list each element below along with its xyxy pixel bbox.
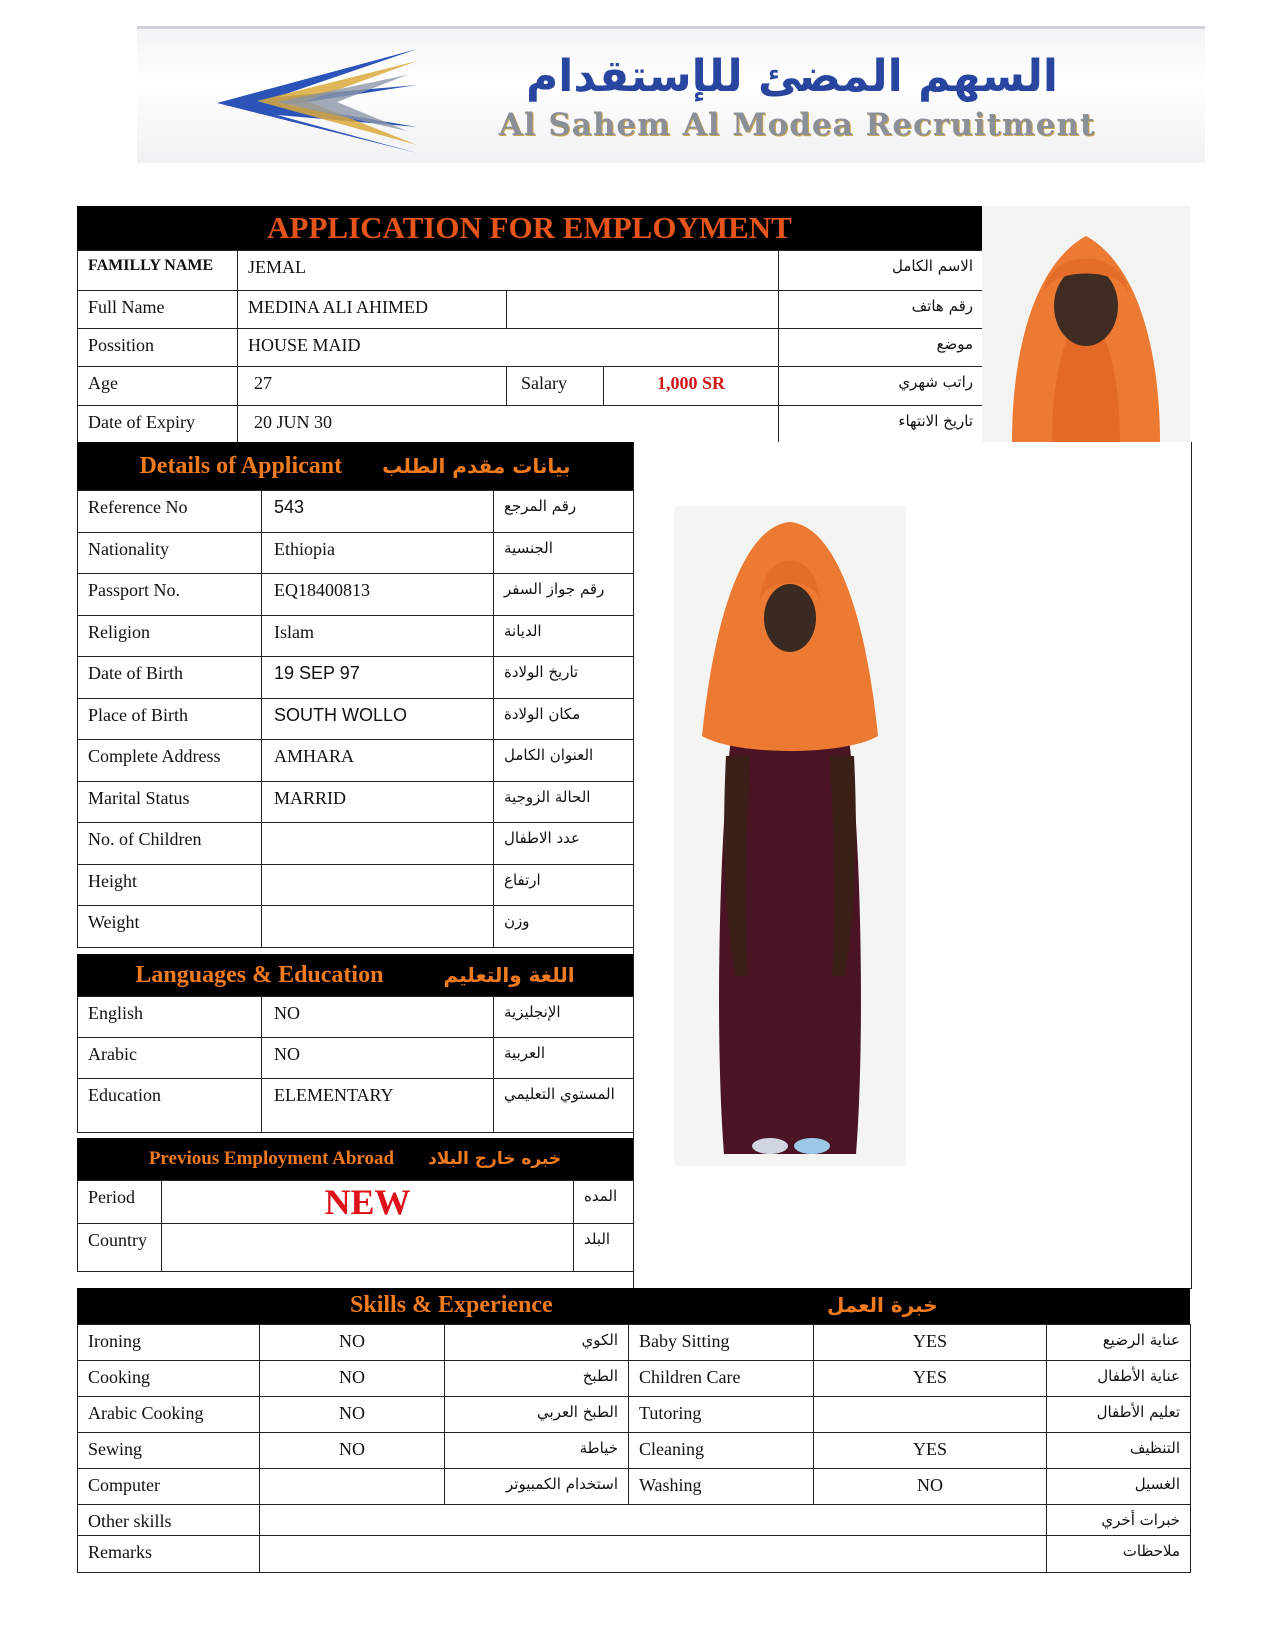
languages-label: English	[78, 997, 262, 1038]
skill-left-label: Sewing	[78, 1433, 260, 1469]
details-row	[78, 782, 634, 823]
family-name-value: JEMAL	[238, 251, 779, 291]
languages-table	[77, 996, 634, 1133]
skills-row	[78, 1325, 1191, 1361]
details-value: Islam	[262, 616, 494, 657]
full-body-photo-frame	[633, 442, 1192, 1289]
details-value: 543	[262, 491, 494, 533]
languages-ar: الإنجليزية	[494, 997, 634, 1038]
languages-value: ELEMENTARY	[262, 1079, 494, 1133]
details-ar: ارتفاع	[494, 865, 634, 906]
skill-right-label: Washing	[629, 1469, 814, 1505]
other-skills-value	[260, 1505, 1047, 1536]
skills-row	[78, 1469, 1191, 1505]
details-label: Height	[78, 865, 262, 906]
skill-right-ar: تعليم الأطفال	[1047, 1397, 1191, 1433]
details-label: Place of Birth	[78, 699, 262, 740]
details-value	[262, 865, 494, 906]
details-label: Weight	[78, 906, 262, 948]
phone-ar: رقم هاتف	[779, 291, 984, 329]
skill-left-value: NO	[260, 1325, 445, 1361]
skill-left-label: Arabic Cooking	[78, 1397, 260, 1433]
details-label: Marital Status	[78, 782, 262, 823]
skill-right-label: Baby Sitting	[629, 1325, 814, 1361]
details-ar: الحالة الزوجية	[494, 782, 634, 823]
position-value: HOUSE MAID	[238, 329, 779, 367]
details-value: MARRID	[262, 782, 494, 823]
details-row	[78, 491, 634, 533]
details-value	[262, 906, 494, 948]
personal-info-table	[77, 250, 984, 444]
details-row	[78, 906, 634, 948]
full-name-label: Full Name	[78, 291, 238, 329]
skill-left-value	[260, 1469, 445, 1505]
skills-heading	[77, 1288, 1190, 1324]
expiry-label: Date of Expiry	[78, 406, 238, 444]
skill-left-label: Ironing	[78, 1325, 260, 1361]
languages-row	[78, 1079, 634, 1133]
details-value: 19 SEP 97	[262, 657, 494, 699]
applicant-full-photo	[674, 506, 906, 1166]
skill-right-label: Tutoring	[629, 1397, 814, 1433]
family-name-ar: الاسم الكامل	[779, 251, 984, 291]
details-value	[262, 823, 494, 865]
skills-table	[77, 1324, 1191, 1573]
details-row	[78, 740, 634, 782]
remarks-label: Remarks	[78, 1536, 260, 1573]
other-skills-ar: خبرات أخري	[1047, 1505, 1191, 1536]
period-label: Period	[78, 1181, 162, 1224]
phone-value	[507, 291, 779, 329]
country-label: Country	[78, 1224, 162, 1272]
details-ar: الجنسية	[494, 533, 634, 574]
remarks-value	[260, 1536, 1047, 1573]
expiry-ar: تاريخ الانتهاء	[779, 406, 984, 444]
details-heading-ar: بيانات مقدم الطلب	[382, 454, 571, 478]
skills-row	[78, 1433, 1191, 1469]
languages-heading	[77, 954, 633, 996]
skill-right-value: YES	[814, 1325, 1047, 1361]
skill-right-label: Cleaning	[629, 1433, 814, 1469]
languages-value: NO	[262, 1038, 494, 1079]
skill-right-value: YES	[814, 1433, 1047, 1469]
languages-value: NO	[262, 997, 494, 1038]
skill-left-label: Cooking	[78, 1361, 260, 1397]
languages-row	[78, 1038, 634, 1079]
skill-right-value: NO	[814, 1469, 1047, 1505]
details-label: No. of Children	[78, 823, 262, 865]
previous-heading-ar: خبره خارج البلاد	[428, 1149, 562, 1169]
skill-left-value: NO	[260, 1397, 445, 1433]
salary-label: Salary	[507, 367, 604, 405]
logo-arabic-text: السهم المضئ للإستقدام	[526, 51, 1058, 102]
details-value: EQ18400813	[262, 574, 494, 616]
details-table	[77, 490, 634, 948]
family-name-label: FAMILLY NAME	[78, 251, 238, 291]
previous-heading-en: Previous Employment Abroad	[148, 1148, 395, 1169]
details-value: AMHARA	[262, 740, 494, 782]
salary-value: 1,000 SR	[656, 373, 725, 393]
skill-right-ar: التنظيف	[1047, 1433, 1191, 1469]
skills-row	[78, 1361, 1191, 1397]
details-ar: وزن	[494, 906, 634, 948]
skill-right-value: YES	[814, 1361, 1047, 1397]
age-label: Age	[78, 367, 238, 406]
period-ar: المده	[574, 1181, 634, 1224]
languages-heading-ar: اللغة والتعليم	[443, 963, 575, 987]
applicant-headshot-photo	[982, 206, 1190, 442]
languages-row	[78, 997, 634, 1038]
skill-left-value: NO	[260, 1361, 445, 1397]
logo-english-text: Al Sahem Al Modea Recruitment	[498, 107, 1096, 143]
details-label: Reference No	[78, 491, 262, 533]
details-label: Complete Address	[78, 740, 262, 782]
details-ar: رقم جواز السفر	[494, 574, 634, 616]
details-row	[78, 657, 634, 699]
details-ar: عدد الاطفال	[494, 823, 634, 865]
skill-left-ar: الطبخ العربي	[445, 1397, 629, 1433]
previous-employment-table	[77, 1180, 634, 1272]
details-ar: الديانة	[494, 616, 634, 657]
header-banner	[137, 26, 1205, 163]
details-label: Passport No.	[78, 574, 262, 616]
details-row	[78, 699, 634, 740]
skills-row	[78, 1397, 1191, 1433]
page-title: APPLICATION FOR EMPLOYMENT	[77, 206, 982, 250]
skill-right-ar: عناية الأطفال	[1047, 1361, 1191, 1397]
details-label: Nationality	[78, 533, 262, 574]
details-row	[78, 574, 634, 616]
details-ar: رقم المرجع	[494, 491, 634, 533]
skill-left-ar: خياطة	[445, 1433, 629, 1469]
details-label: Date of Birth	[78, 657, 262, 699]
details-label: Religion	[78, 616, 262, 657]
details-ar: العنوان الكامل	[494, 740, 634, 782]
skills-heading-en: Skills & Experience	[350, 1292, 553, 1318]
country-value	[162, 1224, 574, 1272]
details-heading	[77, 442, 633, 490]
languages-ar: المستوي التعليمي	[494, 1079, 634, 1133]
details-ar: مكان الولادة	[494, 699, 634, 740]
skill-right-ar: عناية الرضيع	[1047, 1325, 1191, 1361]
details-row	[78, 616, 634, 657]
other-skills-label: Other skills	[78, 1505, 260, 1536]
details-value: Ethiopia	[262, 533, 494, 574]
remarks-ar: ملاحظات	[1047, 1536, 1191, 1573]
details-heading-en: Details of Applicant	[139, 452, 343, 479]
salary-ar: راتب شهري	[779, 367, 984, 406]
skills-heading-ar: خبرة العمل	[827, 1293, 938, 1317]
details-value: SOUTH WOLLO	[262, 699, 494, 740]
previous-employment-heading	[77, 1138, 633, 1180]
languages-label: Education	[78, 1079, 262, 1133]
skill-right-label: Children Care	[629, 1361, 814, 1397]
languages-label: Arabic	[78, 1038, 262, 1079]
skill-left-label: Computer	[78, 1469, 260, 1505]
expiry-value: 20 JUN 30	[238, 406, 779, 444]
arrow-logo-icon	[217, 45, 427, 155]
skill-right-ar: الغسيل	[1047, 1469, 1191, 1505]
position-label: Possition	[78, 329, 238, 367]
skill-left-ar: الكوي	[445, 1325, 629, 1361]
skill-left-ar: استخدام الكمبيوتر	[445, 1469, 629, 1505]
languages-heading-en: Languages & Education	[135, 961, 384, 988]
details-ar: تاريخ الولادة	[494, 657, 634, 699]
skill-left-ar: الطبخ	[445, 1361, 629, 1397]
languages-ar: العربية	[494, 1038, 634, 1079]
skill-left-value: NO	[260, 1433, 445, 1469]
age-value: 27	[254, 373, 272, 393]
skill-right-value	[814, 1397, 1047, 1433]
position-ar: موضع	[779, 329, 984, 367]
country-ar: البلد	[574, 1224, 634, 1272]
details-row	[78, 533, 634, 574]
full-name-value: MEDINA ALI AHIMED	[238, 291, 507, 329]
details-row	[78, 823, 634, 865]
details-row	[78, 865, 634, 906]
period-value: NEW	[162, 1181, 574, 1224]
